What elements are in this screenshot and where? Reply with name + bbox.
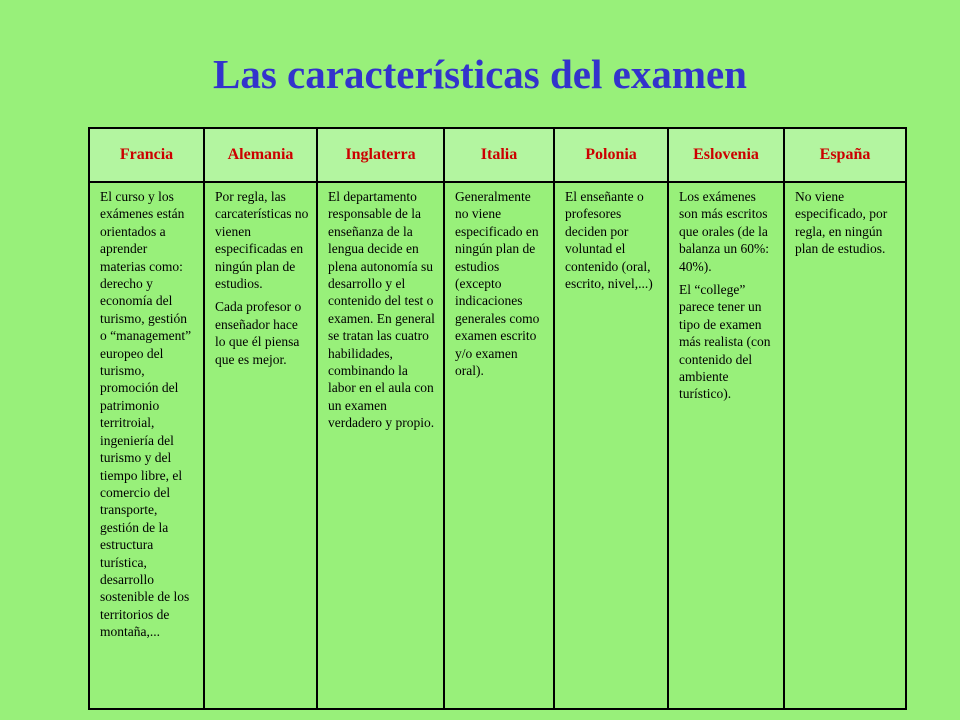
cell-espana (784, 182, 906, 709)
page-title: Las características del examen (213, 51, 747, 97)
column-header-alemania: Alemania (204, 128, 317, 182)
cell-text: Por regla, las carcaterísticas no vienen especificadas en ningún plan de estudios. (215, 189, 309, 292)
column-header-inglaterra: Inglaterra (317, 128, 444, 182)
cell-francia (89, 182, 204, 709)
cell-text: Generalmente no viene especificado en ningún plan de estudios (excepto indicaciones generales como examen escrito y/o examen oral). (455, 189, 540, 379)
column-header-polonia: Polonia (554, 128, 668, 182)
column-header-eslovenia: Eslovenia (668, 128, 784, 182)
cell-text: El enseñante o profesores deciden por voluntad el contenido (oral, escrito, nivel,...) (565, 189, 653, 292)
exam-characteristics-table (88, 127, 907, 710)
column-header-italia: Italia (444, 128, 554, 182)
cell-text: El curso y los exámenes están orientados a aprender materias como: derecho y economía del turismo, gestión o “management” europeo del turismo, promoción del patrimonio territroial, ingeniería del turismo y del tiempo libre, el comercio del transporte, gestión de la estructura turística, desarrollo sostenible de los territorios de montaña,... (100, 189, 192, 640)
cell-text: Cada profesor o enseñador hace lo que él piensa que es mejor. (215, 299, 302, 367)
cell-italia (444, 182, 554, 709)
column-header-francia: Francia (89, 128, 204, 182)
cell-text: El departamento responsable de la enseñanza de la lengua decide en plena autonomía su desarrollo y el contenido del test o examen. En general se tratan las cuatro habilidades, combinando la labor en el aula con un examen verdadero y propio. (328, 189, 435, 431)
column-header-espana: España (784, 128, 906, 182)
table-header-row (89, 128, 906, 182)
cell-text: Los exámenes son más escritos que orales (de la balanza un 60%: 40%). (679, 189, 769, 274)
cell-eslovenia (668, 182, 784, 709)
cell-inglaterra (317, 182, 444, 709)
cell-polonia (554, 182, 668, 709)
cell-text: No viene especificado, por regla, en ningún plan de estudios. (795, 189, 888, 257)
cell-alemania (204, 182, 317, 709)
table-row (89, 182, 906, 709)
cell-text: El “college” parece tener un tipo de examen más realista (con contenido del ambiente turístico). (679, 282, 771, 402)
